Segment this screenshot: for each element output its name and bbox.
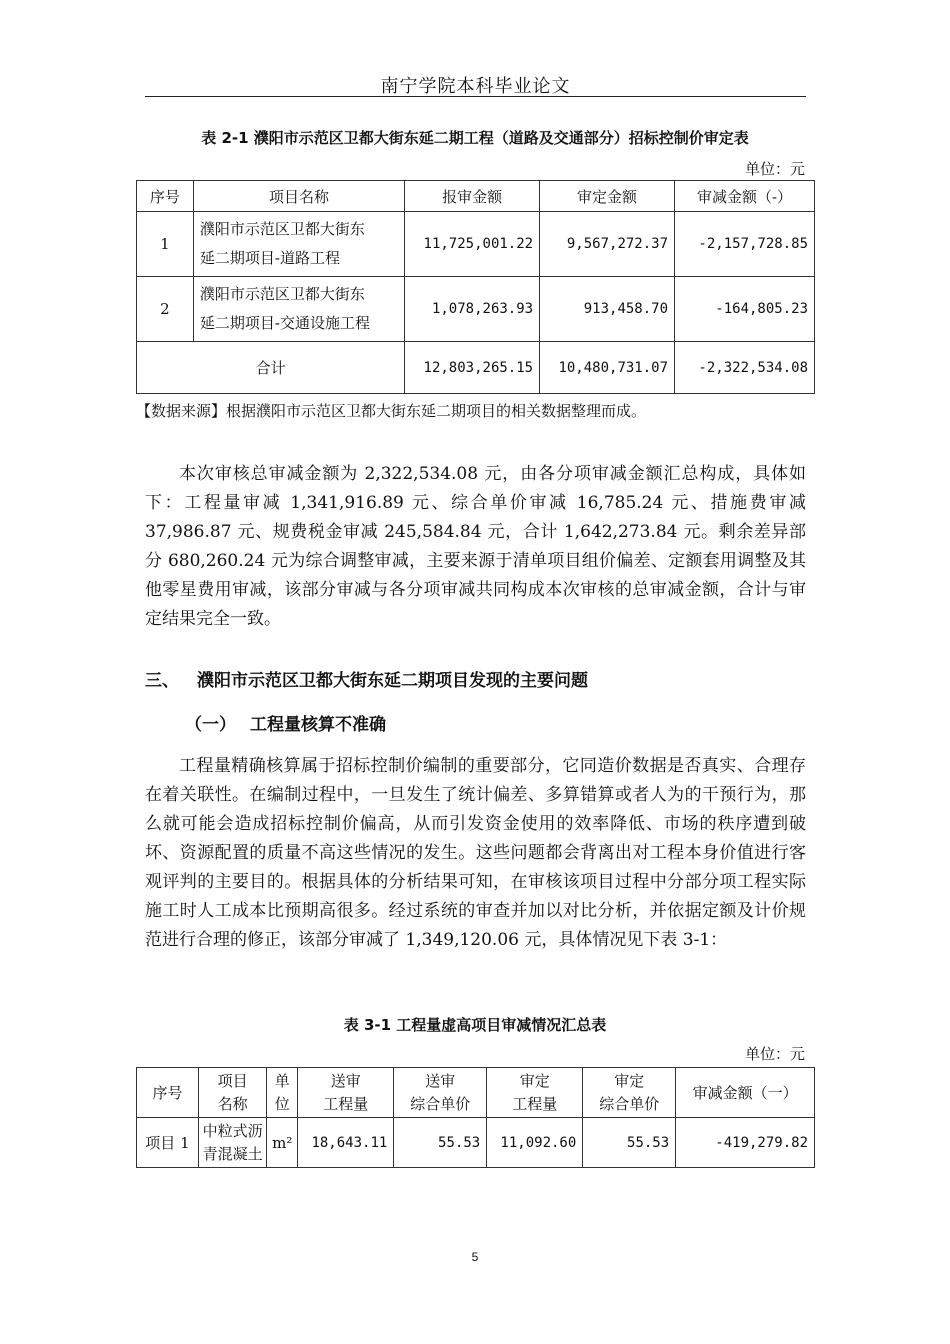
header-line1: 审定 xyxy=(614,1071,645,1090)
table1-total-row xyxy=(137,342,815,394)
row-name xyxy=(193,212,404,277)
table1-unit: 单位：元 xyxy=(744,160,805,178)
row-name xyxy=(198,1118,266,1168)
table1-caption: 表 2-1 濮阳市示范区卫都大街东延二期工程（道路及交通部分）招标控制价审定表 xyxy=(201,129,749,147)
row-name-line1: 濮阳市示范区卫都大街东 xyxy=(199,285,365,303)
row-name xyxy=(193,277,404,342)
header-line1: 送审 xyxy=(330,1071,361,1090)
table1-source-note: 【数据来源】根据濮阳市示范区卫都大街东延二期项目的相关数据整理而成。 xyxy=(136,402,647,420)
header-line2: 综合单价 xyxy=(410,1094,471,1113)
row-name-line1: 濮阳市示范区卫都大街东 xyxy=(199,220,365,238)
table-row xyxy=(137,1118,815,1168)
table2-header-app-price xyxy=(583,1068,676,1118)
subsection-number: （一） xyxy=(185,715,236,735)
table1-header-row xyxy=(137,181,815,212)
header-line1: 审定 xyxy=(519,1071,550,1090)
page-number: 5 xyxy=(471,1250,479,1264)
row-name-line1: 中粒式沥 xyxy=(202,1121,263,1140)
row-submitted: 1,078,263.93 xyxy=(405,277,540,342)
row-no: 项目 1 xyxy=(137,1118,199,1168)
header-line2: 综合单价 xyxy=(599,1094,660,1113)
header-line1: 单 xyxy=(274,1071,290,1090)
table-row xyxy=(137,277,815,342)
table2-header-row xyxy=(137,1068,815,1118)
table2-header-reduced: 审减金额（一） xyxy=(676,1068,815,1118)
header-line2: 位 xyxy=(274,1094,290,1113)
paragraph-text: 本次审核总审减金额为 2,322,534.08 元，由各分项审减金额汇总构成，具体如下：工程量审减 1,341,916.89 元、综合单价审减 16,785.24 元、措施费审减 37,986.87 元、规费税金审减 245,584.84 元，合计 1,642,273.84 元。剩余差异部分 680,260.24 元为综合调整审减，主要来源于清单项目组价偏差、定额套用调整及其他零星费用审减，该部分审减与各分项审减共同构成本次审核的总审减金额，合计与审定结果完全一致。 xyxy=(145,464,806,629)
row-approved: 9,567,272.37 xyxy=(540,212,675,277)
row-unit: m² xyxy=(267,1118,298,1168)
total-approved: 10,480,731.07 xyxy=(540,342,675,394)
section-title: 濮阳市示范区卫都大街东延二期项目发现的主要问题 xyxy=(197,671,588,691)
table2-header-no: 序号 xyxy=(137,1068,199,1118)
row-name-line2: 青混凝土 xyxy=(202,1144,263,1163)
header-line1: 项目 xyxy=(217,1071,248,1090)
row-submitted: 11,725,001.22 xyxy=(405,212,540,277)
row-app-price: 55.53 xyxy=(583,1118,676,1168)
header-line1: 送审 xyxy=(425,1071,456,1090)
total-submitted: 12,803,265.15 xyxy=(405,342,540,394)
body-paragraph-1 xyxy=(145,460,806,634)
header-line2: 工程量 xyxy=(512,1094,558,1113)
paragraph-text: 工程量精确核算属于招标控制价编制的重要部分，它同造价数据是否真实、合理存在着关联性。在编制过程中，一旦发生了统计偏差、多算错算或者人为的干预行为，那么就可能会造成招标控制价偏高，从而引发资金使用的效率降低、市场的秩序遭到破坏、资源配置的质量不高这些情况的发生。这些问题都会背离出对工程本身价值进行客观评判的主要目的。根据具体的分析结果可知，在审核该项目过程中分部分项工程实际施工时人工成本比预期高很多。经过系统的审查并加以对比分析，并依据定额及计价规范进行合理的修正，该部分审减了 1,349,120.06 元，具体情况见下表 3-1： xyxy=(145,756,806,950)
body-paragraph-2 xyxy=(145,752,806,955)
row-app-qty: 11,092.60 xyxy=(487,1118,583,1168)
total-label: 合计 xyxy=(137,342,405,394)
row-reduced: -164,805.23 xyxy=(675,277,815,342)
row-reduced: -2,157,728.85 xyxy=(675,212,815,277)
table1 xyxy=(136,180,815,394)
subsection-heading xyxy=(185,710,386,735)
section-heading xyxy=(145,666,588,691)
header-rule xyxy=(145,96,806,97)
table-row xyxy=(137,212,815,277)
row-name-line2: 延二期项目-交通设施工程 xyxy=(199,314,370,332)
row-reduced: -419,279.82 xyxy=(676,1118,815,1168)
row-no: 2 xyxy=(137,277,194,342)
row-name-line2: 延二期项目-道路工程 xyxy=(199,249,340,267)
table1-header-no: 序号 xyxy=(137,181,194,212)
table2-header-unit xyxy=(267,1068,298,1118)
total-reduced: -2,322,534.08 xyxy=(675,342,815,394)
table1-header-name: 项目名称 xyxy=(193,181,404,212)
table1-header-submitted: 报审金额 xyxy=(405,181,540,212)
table1-header-reduced: 审减金额（-） xyxy=(675,181,815,212)
table2 xyxy=(136,1067,815,1168)
table2-caption: 表 3-1 工程量虚高项目审减情况汇总表 xyxy=(343,1016,607,1034)
row-approved: 913,458.70 xyxy=(540,277,675,342)
page-header-title: 南宁学院本科毕业论文 xyxy=(380,76,571,97)
row-no: 1 xyxy=(137,212,194,277)
row-sub-price: 55.53 xyxy=(394,1118,487,1168)
table2-unit: 单位：元 xyxy=(744,1045,805,1063)
table2-header-app-qty xyxy=(487,1068,583,1118)
section-number: 三、 xyxy=(145,671,179,691)
table2-header-name xyxy=(198,1068,266,1118)
table1-header-approved: 审定金额 xyxy=(540,181,675,212)
row-sub-qty: 18,643.11 xyxy=(298,1118,394,1168)
header-line2: 名称 xyxy=(217,1094,248,1113)
subsection-title: 工程量核算不准确 xyxy=(250,715,386,735)
table2-header-sub-price xyxy=(394,1068,487,1118)
table2-header-sub-qty xyxy=(298,1068,394,1118)
header-line2: 工程量 xyxy=(323,1094,369,1113)
